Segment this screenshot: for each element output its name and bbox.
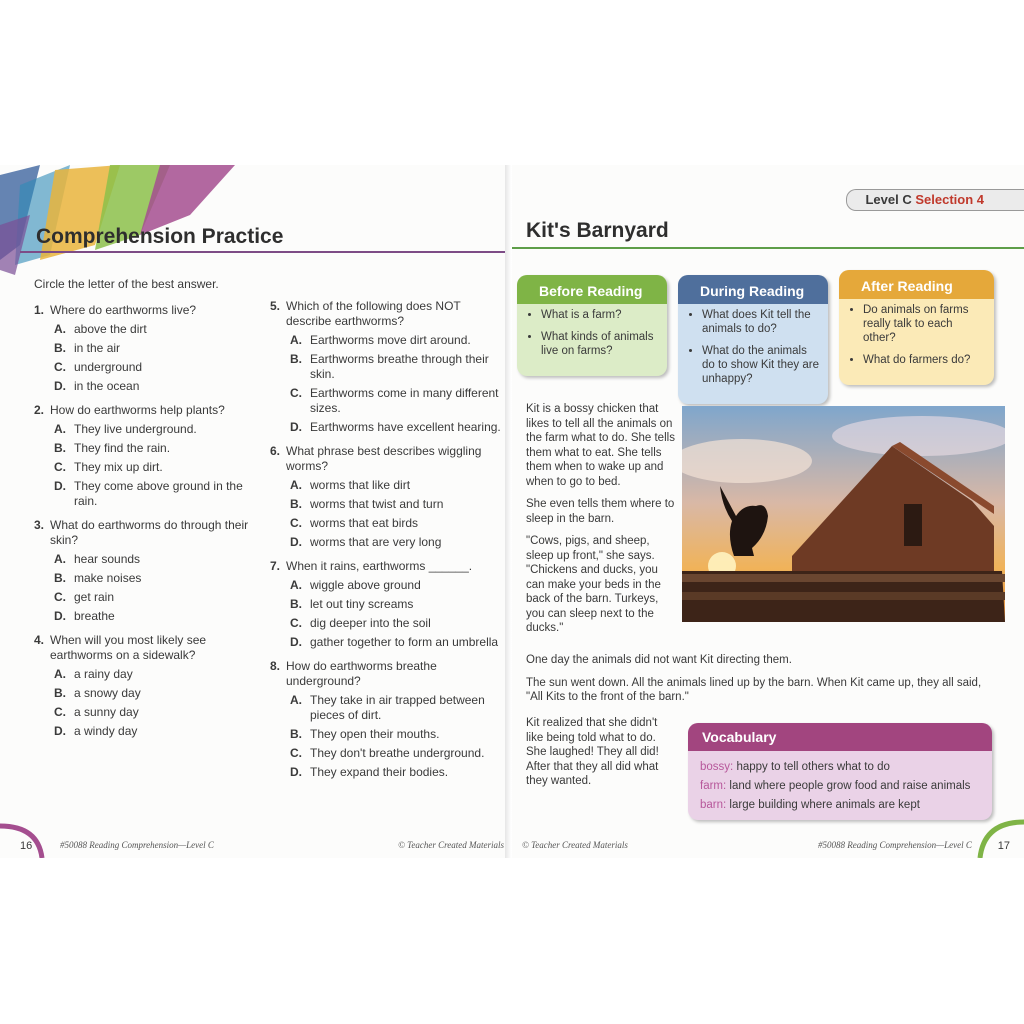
question-stem [270,559,502,574]
answer-option [54,590,252,605]
option-letter: A. [290,578,302,592]
option-letter: A. [290,333,302,347]
answer-option [290,597,502,612]
questions-column-1 [34,303,252,748]
footer-right: #50088 Reading Comprehension—Level C [818,840,972,850]
story-text-wide [526,653,996,713]
box-questions [839,299,994,385]
option-letter: B. [290,497,302,511]
option-text: worms that are very long [310,535,442,549]
answer-option [54,609,252,624]
question-number: 4. [34,633,45,647]
option-letter: C. [54,360,66,374]
option-text: in the air [74,341,121,355]
option-letter: D. [290,765,302,779]
option-text: Earthworms come in many different sizes. [310,386,499,415]
option-letter: C. [290,616,302,630]
story-paragraph: Kit is a bossy chicken that likes to tell all the animals on the farm what to do. She tells them what to eat. She tells them when to wake up and when to go to bed. [526,403,675,488]
answer-options [290,333,502,435]
answer-option [290,516,502,531]
question-stem [270,659,502,689]
barn-rooster-photo [682,406,1005,622]
option-letter: B. [290,727,302,741]
question-number: 8. [270,659,281,673]
option-text: They don't breathe underground. [310,746,485,760]
option-text: a windy day [74,724,138,738]
level-label: Level C [865,192,912,207]
option-text: in the ocean [74,379,140,393]
vocab-word: bossy: [700,761,734,773]
answer-option [54,441,252,456]
box-question: • What is a farm? [541,308,659,322]
option-text: Earthworms move dirt around. [310,333,471,347]
answer-option [290,352,502,382]
option-letter: C. [54,705,66,719]
option-text: a snowy day [74,686,141,700]
answer-option [290,616,502,631]
page-corner-arc [974,818,1024,858]
footer-left: #50088 Reading Comprehension—Level C [60,840,214,850]
option-text: let out tiny screams [310,597,414,611]
story-text-narrow [526,402,676,644]
question-stem [270,299,502,329]
question-stem [34,403,252,418]
footer-right: © Teacher Created Materials [398,840,504,850]
vocabulary-list [688,751,992,820]
question-item [34,403,252,509]
vocab-definition: land where people grow food and raise animals [729,780,971,792]
answer-option [54,341,252,356]
option-letter: C. [54,590,66,604]
box-question: • Do animals on farms really talk to each other? [863,303,986,345]
box-title: Before Reading [517,275,667,304]
story-paragraph: Kit realized that she didn't like being told what to do. She laughed! They all did! After that they all did what they wanted. [526,717,659,787]
answer-option [290,420,502,435]
option-text: They open their mouths. [310,727,440,741]
story-paragraph: She even tells them where to sleep in the barn. [526,498,675,525]
story-title: Kit's Barnyard [526,219,669,242]
question-text: How do earthworms help plants? [50,403,225,417]
option-letter: A. [54,667,66,681]
option-letter: B. [54,341,66,355]
option-letter: D. [54,379,66,393]
answer-option [290,497,502,512]
option-letter: D. [290,420,302,434]
during-reading-box [678,275,828,404]
answer-option [290,535,502,550]
vocabulary-entry [688,795,992,814]
page-number: 17 [997,840,1010,852]
vocab-definition: happy to tell others what to do [736,761,890,773]
option-letter: C. [54,460,66,474]
vocab-definition: large building where animals are kept [729,799,920,811]
question-stem [270,444,502,474]
question-item [34,633,252,739]
question-number: 7. [270,559,281,573]
question-text: What do earthworms do through their skin? [50,518,249,547]
option-letter: D. [290,535,302,549]
question-text: When it rains, earthworms ______. [286,559,473,573]
vocabulary-title: Vocabulary [688,723,992,751]
answer-option [290,746,502,761]
box-question: • What kinds of animals live on farms? [541,330,659,358]
question-item [34,518,252,624]
answer-options [290,578,502,650]
left-page [0,165,508,858]
answer-option [290,478,502,493]
box-title: During Reading [678,275,828,304]
option-text: a sunny day [74,705,139,719]
option-letter: A. [54,322,66,336]
option-letter: A. [54,422,66,436]
answer-option [290,333,502,348]
option-letter: B. [290,352,302,366]
vocabulary-entry [688,757,992,776]
after-reading-box [839,270,994,385]
option-letter: B. [54,686,66,700]
book-spread [0,165,1024,858]
option-text: wiggle above ground [310,578,421,592]
option-text: hear sounds [74,552,141,566]
option-letter: C. [290,746,302,760]
answer-options [54,422,252,509]
title-rule [512,247,1024,249]
answer-options [290,478,502,550]
question-stem [34,518,252,548]
question-text: What phrase best describes wiggling worms? [286,444,482,473]
answer-option [54,360,252,375]
box-question: • What do farmers do? [863,353,986,367]
box-question: • What does Kit tell the animals to do? [702,308,820,336]
answer-option [54,667,252,682]
question-item [270,299,502,435]
option-text: a rainy day [74,667,133,681]
answer-options [54,667,252,739]
option-text: make noises [74,571,142,585]
question-item [270,559,502,650]
answer-option [54,322,252,337]
option-letter: A. [290,693,302,707]
story-paragraph: "Cows, pigs, and sheep, sleep up front," she says. "Chickens and ducks, you can make your beds in the back of the barn. Turkeys, you can sleep next to the ducks." [526,535,661,634]
page-number: 16 [20,840,33,852]
option-text: above the dirt [74,322,147,336]
question-number: 5. [270,299,281,313]
title-rule [20,251,508,253]
answer-option [290,386,502,416]
story-text-end [526,716,671,797]
option-text: get rain [74,590,115,604]
option-text: gather together to form an umbrella [310,635,499,649]
before-reading-box [517,275,667,376]
story-paragraph: The sun went down. All the animals lined up by the barn. When Kit came up, they all said, "All Kits to the front of the barn." [526,676,982,703]
question-number: 2. [34,403,45,417]
box-question: • What do the animals do to show Kit they are unhappy? [702,344,820,386]
option-letter: C. [290,516,302,530]
question-item [270,444,502,550]
answer-option [290,727,502,742]
option-text: They take in air trapped between pieces of dirt. [310,693,485,722]
answer-options [54,552,252,624]
vocab-word: barn: [700,799,727,811]
answer-option [54,379,252,394]
page-title: Comprehension Practice [36,225,284,248]
option-letter: B. [54,571,66,585]
option-letter: A. [54,552,66,566]
question-text: Where do earthworms live? [50,303,197,317]
answer-option [54,552,252,567]
vocab-word: farm: [700,780,727,792]
answer-options [290,693,502,780]
question-item [34,303,252,394]
option-letter: A. [290,478,302,492]
instructions: Circle the letter of the best answer. [34,277,219,291]
answer-option [290,693,502,723]
answer-option [54,724,252,739]
option-text: They mix up dirt. [74,460,163,474]
option-text: worms that eat birds [310,516,419,530]
option-letter: B. [290,597,302,611]
question-text: How do earthworms breathe underground? [286,659,437,688]
box-questions [517,304,667,376]
right-page [512,165,1024,858]
option-text: They come above ground in the rain. [74,479,243,508]
answer-option [54,422,252,437]
question-item [270,659,502,780]
answer-option [290,765,502,780]
option-letter: D. [54,609,66,623]
answer-option [54,571,252,586]
option-letter: D. [54,479,66,493]
answer-option [54,705,252,720]
option-letter: D. [54,724,66,738]
question-text: When will you most likely see earthworms on a sidewalk? [50,633,207,662]
option-letter: C. [290,386,302,400]
questions-column-2 [270,299,502,789]
option-text: worms that twist and turn [310,497,444,511]
question-stem [34,633,252,663]
answer-option [54,460,252,475]
answer-options [54,322,252,394]
question-number: 6. [270,444,281,458]
answer-option [290,635,502,650]
option-letter: B. [54,441,66,455]
box-questions [678,304,828,404]
question-stem [34,303,252,318]
box-title: After Reading [839,270,994,299]
option-text: Earthworms have excellent hearing. [310,420,501,434]
brush-strokes-decoration [0,165,240,275]
question-number: 3. [34,518,45,532]
option-text: breathe [74,609,115,623]
option-letter: D. [290,635,302,649]
story-paragraph: One day the animals did not want Kit directing them. [526,654,792,666]
option-text: They find the rain. [74,441,171,455]
answer-option [54,479,252,509]
question-number: 1. [34,303,45,317]
option-text: worms that like dirt [310,478,411,492]
answer-option [54,686,252,701]
option-text: Earthworms breathe through their skin. [310,352,489,381]
option-text: They expand their bodies. [310,765,449,779]
vocabulary-entry [688,776,992,795]
level-badge [846,189,1024,211]
question-text: Which of the following does NOT describe earthworms? [286,299,461,328]
answer-option [290,578,502,593]
selection-label: Selection 4 [915,192,984,207]
option-text: dig deeper into the soil [310,616,431,630]
option-text: They live underground. [74,422,197,436]
vocabulary-box [688,723,992,820]
footer-left: © Teacher Created Materials [522,840,628,850]
option-text: underground [74,360,143,374]
